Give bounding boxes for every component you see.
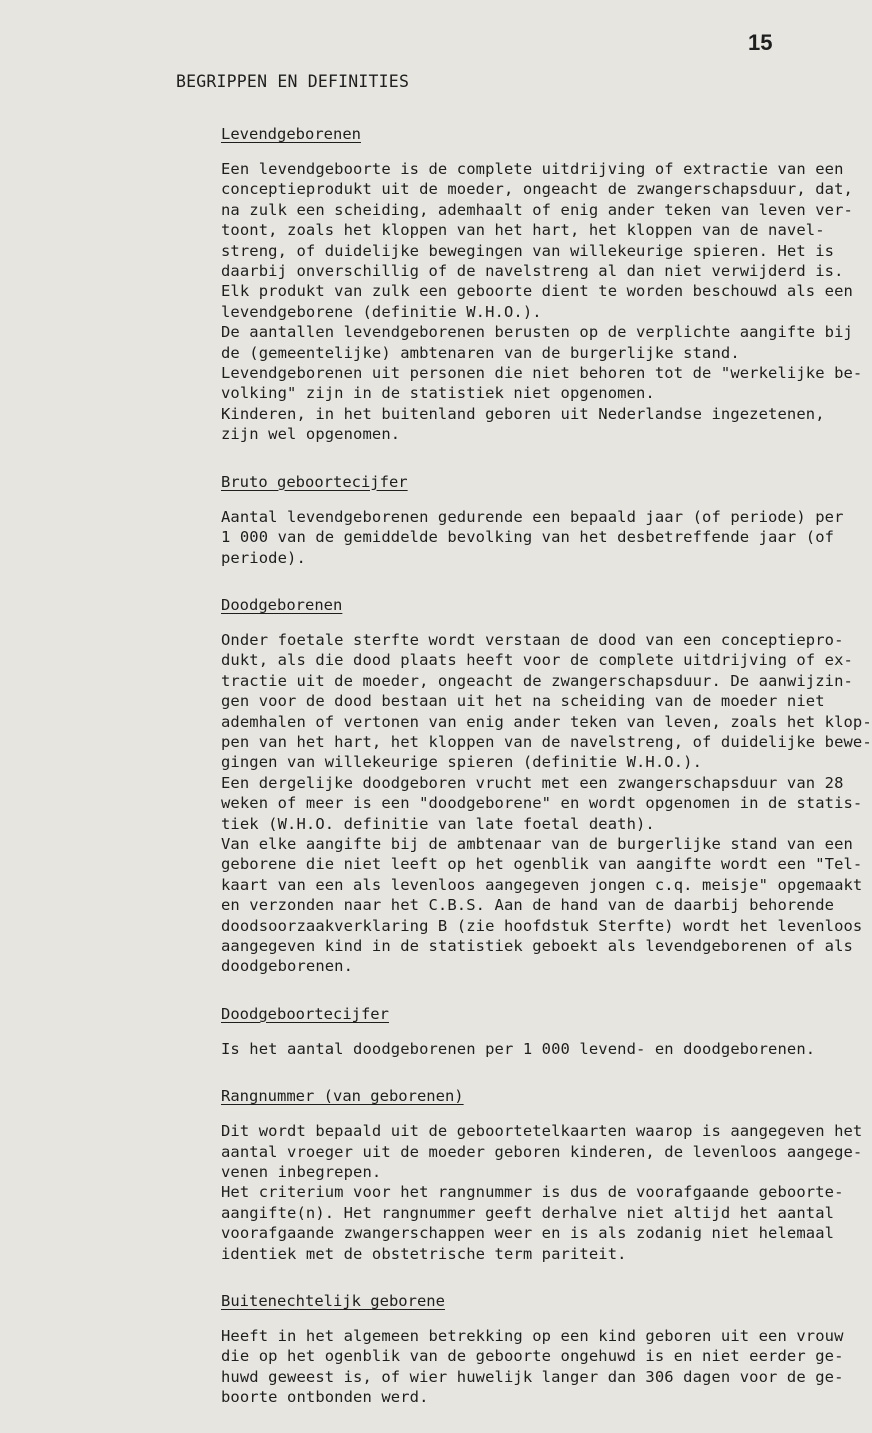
page-number: 15 (748, 30, 773, 55)
paragraph-line: Een levendgeboorte is de complete uitdrijving of extractie van een (221, 160, 844, 178)
definition-section (221, 1002, 816, 1059)
paragraph-line: conceptieprodukt uit de moeder, ongeacht de zwangerschapsduur, dat, (221, 180, 853, 199)
section-heading: Doodgeborenen (221, 595, 343, 614)
paragraph-line: pen van het hart, het kloppen van de navelstreng, of duidelijke bewe- (221, 732, 872, 751)
paragraph-line: Een dergelijke doodgeboren vrucht met een zwangerschapsduur van 28 (221, 773, 844, 792)
section-heading: Buitenechtelijk geborene (221, 1292, 445, 1311)
paragraph-line: die op het ogenblik van de geboorte ongehuwd is en niet eerder ge- (221, 1347, 844, 1366)
definition-section (221, 470, 844, 568)
paragraph-line: tractie uit de moeder, ongeacht de zwangerschapsduur. De aanwijzin- (221, 671, 853, 690)
definition-section (221, 1084, 863, 1264)
paragraph-line: doodgeborenen. (221, 957, 354, 976)
paragraph-line: De aantallen levendgeborenen berusten op de verplichte aangifte bij (221, 323, 853, 342)
paragraph-line: volking" zijn in de statistiek niet opgenomen. (221, 384, 655, 403)
paragraph-line: gingen van willekeurige spieren (definitie W.H.O.). (221, 753, 703, 772)
paragraph-line: 1 000 van de gemiddelde bevolking van het desbetreffende jaar (of (221, 528, 835, 547)
paragraph-line: levendgeborene (definitie W.H.O.). (221, 302, 542, 321)
section-heading: Rangnummer (van geborenen) (221, 1087, 464, 1106)
paragraph-line: Van elke aangifte bij de ambtenaar van de burgerlijke stand van een (221, 834, 853, 853)
paragraph-line: Elk produkt van zulk een geboorte dient te worden beschouwd als een (221, 282, 853, 301)
paragraph-line: geborene die niet leeft op het ogenblik van aangifte wordt een "Tel- (221, 855, 863, 874)
paragraph-line: doodsoorzaakverklaring B (zie hoofdstuk Sterfte) wordt het levenloos (221, 916, 863, 935)
paragraph-line: Levendgeborenen uit personen die niet behoren tot de "werkelijke be- (221, 364, 863, 383)
paragraph-line: Kinderen, in het buitenland geboren uit Nederlandse ingezetenen, (221, 404, 825, 423)
paragraph-line: boorte ontbonden werd. (221, 1388, 429, 1407)
paragraph-line: gen voor de dood bestaan uit het na scheiding van de moeder niet (221, 692, 825, 711)
paragraph-line: Onder foetale sterfte wordt verstaan de dood van een conceptiepro- (221, 630, 844, 649)
paragraph-line: huwd geweest is, of wier huwelijk langer dan 306 dagen voor de ge- (221, 1367, 844, 1386)
section-heading: Bruto geboortecijfer (221, 472, 408, 491)
paragraph-line: periode). (221, 548, 306, 567)
paragraph-line: streng, of duidelijke bewegingen van willekeurige spieren. Het is (221, 241, 835, 260)
definitions-content (221, 122, 872, 1433)
paragraph-line: Dit wordt bepaald uit de geboortetelkaarten waarop is aangegeven het (221, 1122, 863, 1141)
paragraph-line: Heeft in het algemeen betrekking op een kind geboren uit een vrouw (221, 1327, 844, 1346)
page-title: BEGRIPPEN EN DEFINITIES (176, 72, 410, 91)
paragraph-line: aantal vroeger uit de moeder geboren kinderen, de levenloos aangege- (221, 1142, 863, 1161)
paragraph-line: dukt, als die dood plaats heeft voor de complete uitdrijving of ex- (221, 651, 853, 670)
paragraph-line: de (gemeentelijke) ambtenaren van de burgerlijke stand. (221, 343, 740, 362)
paragraph-line: aangifte(n). Het rangnummer geeft derhalve niet altijd het aantal (221, 1203, 835, 1222)
definition-section (221, 593, 872, 977)
paragraph-line: Het criterium voor het rangnummer is dus de voorafgaande geboorte- (221, 1183, 844, 1202)
paragraph-line: Aantal levendgeborenen gedurende een bepaald jaar (of periode) per (221, 507, 844, 526)
paragraph-line: aangegeven kind in de statistiek geboekt als levendgeborenen of als (221, 937, 853, 955)
paragraph-line: tiek (W.H.O. definitie van late foetal death). (221, 814, 655, 833)
paragraph-line: zijn wel opgenomen. (221, 425, 401, 444)
definition-section (221, 122, 863, 445)
paragraph-line: daarbij onverschillig of de navelstreng al dan niet verwijderd is. (221, 262, 844, 281)
paragraph-line: toont, zoals het kloppen van het hart, het kloppen van de navel- (221, 221, 825, 240)
definition-section (221, 1289, 844, 1408)
paragraph-line: venen inbegrepen. (221, 1163, 382, 1182)
paragraph-line: Is het aantal doodgeborenen per 1 000 levend- en doodgeborenen. (221, 1039, 816, 1058)
section-heading: Levendgeborenen (221, 125, 361, 143)
paragraph-line: en verzonden naar het C.B.S. Aan de hand van de daarbij behorende (221, 896, 835, 915)
paragraph-line: na zulk een scheiding, ademhaalt of enig ander teken van leven ver- (221, 200, 853, 219)
paragraph-line: ademhalen of vertonen van enig ander teken van leven, zoals het klop- (221, 712, 872, 731)
paragraph-line: identiek met de obstetrische term pariteit. (221, 1244, 627, 1263)
paragraph-line: weken of meer is een "doodgeborene" en wordt opgenomen in de statis- (221, 794, 863, 813)
paragraph-line: voorafgaande zwangerschappen weer en is als zodanig niet helemaal (221, 1224, 835, 1243)
section-heading: Doodgeboortecijfer (221, 1004, 389, 1023)
paragraph-line: kaart van een als levenloos aangegeven jongen c.q. meisje" opgemaakt (221, 875, 863, 894)
